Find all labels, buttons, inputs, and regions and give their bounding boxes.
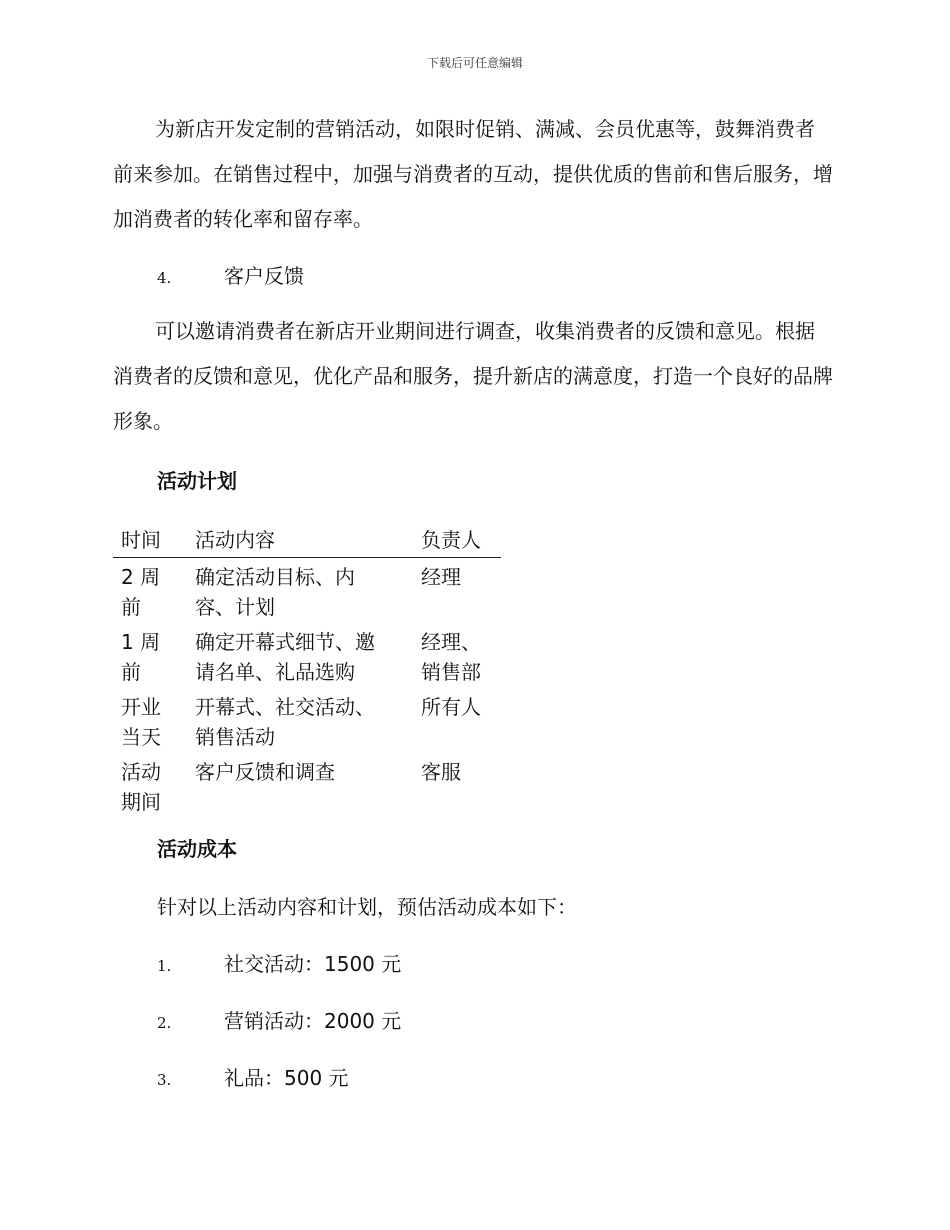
paragraph-marketing: 为新店开发定制的营销活动，如限时促销、满减、会员优惠等，鼓舞消费者前来参加。在销售过程中，加强与消费者的互动，提供优质的售前和售后服务，增加消费者的转化率和留存率。	[113, 117, 833, 231]
list-number: 4.	[157, 269, 172, 287]
cost-item-marketing	[157, 1006, 401, 1036]
page-header: 下载后可任意编辑	[426, 56, 523, 70]
cell-time: 2 周 前	[121, 565, 161, 619]
table-row	[113, 753, 501, 818]
list-label: 营销活动：2000 元	[224, 1009, 402, 1033]
table-row	[113, 623, 501, 688]
list-label: 社交活动：1500 元	[224, 952, 402, 976]
paragraph-feedback: 可以邀请消费者在新店开业期间进行调查，收集消费者的反馈和意见。根据消费者的反馈和意见，优化产品和服务，提升新店的满意度，打造一个良好的品牌形象。	[113, 319, 833, 433]
column-header-content: 活动内容	[195, 525, 421, 558]
table-row	[113, 558, 501, 624]
cost-intro: 针对以上活动内容和计划，预估活动成本如下：	[157, 895, 577, 919]
cell-time: 开业 当天	[121, 695, 161, 749]
cell-content: 开幕式、社交活动、 销售活动	[195, 695, 375, 749]
cell-content: 确定活动目标、内 容、计划	[195, 565, 355, 619]
list-label: 礼品：500 元	[224, 1066, 349, 1090]
heading-activity-cost: 活动成本	[157, 837, 237, 861]
cell-owner: 经理、 销售部	[421, 630, 481, 684]
cell-time: 1 周 前	[121, 630, 161, 684]
cell-content: 确定开幕式细节、邀 请名单、礼品选购	[195, 630, 375, 684]
cell-time: 活动 期间	[121, 760, 161, 814]
column-header-time: 时间	[113, 525, 195, 558]
activity-plan-table	[113, 525, 501, 818]
table-row	[113, 688, 501, 753]
heading-activity-plan: 活动计划	[157, 469, 237, 493]
cell-owner: 客服	[421, 760, 461, 784]
list-number: 3.	[157, 1071, 172, 1089]
table-header-row	[113, 525, 501, 558]
list-label: 客户反馈	[224, 264, 304, 288]
cell-owner: 所有人	[421, 695, 481, 719]
cell-owner: 经理	[421, 565, 461, 589]
cell-content: 客户反馈和调查	[195, 760, 335, 784]
cost-item-social	[157, 949, 401, 979]
list-number: 1.	[157, 957, 172, 975]
list-number: 2.	[157, 1014, 172, 1032]
list-item-customer-feedback	[157, 261, 304, 291]
column-header-owner: 负责人	[421, 525, 501, 558]
cost-item-gifts	[157, 1063, 349, 1093]
